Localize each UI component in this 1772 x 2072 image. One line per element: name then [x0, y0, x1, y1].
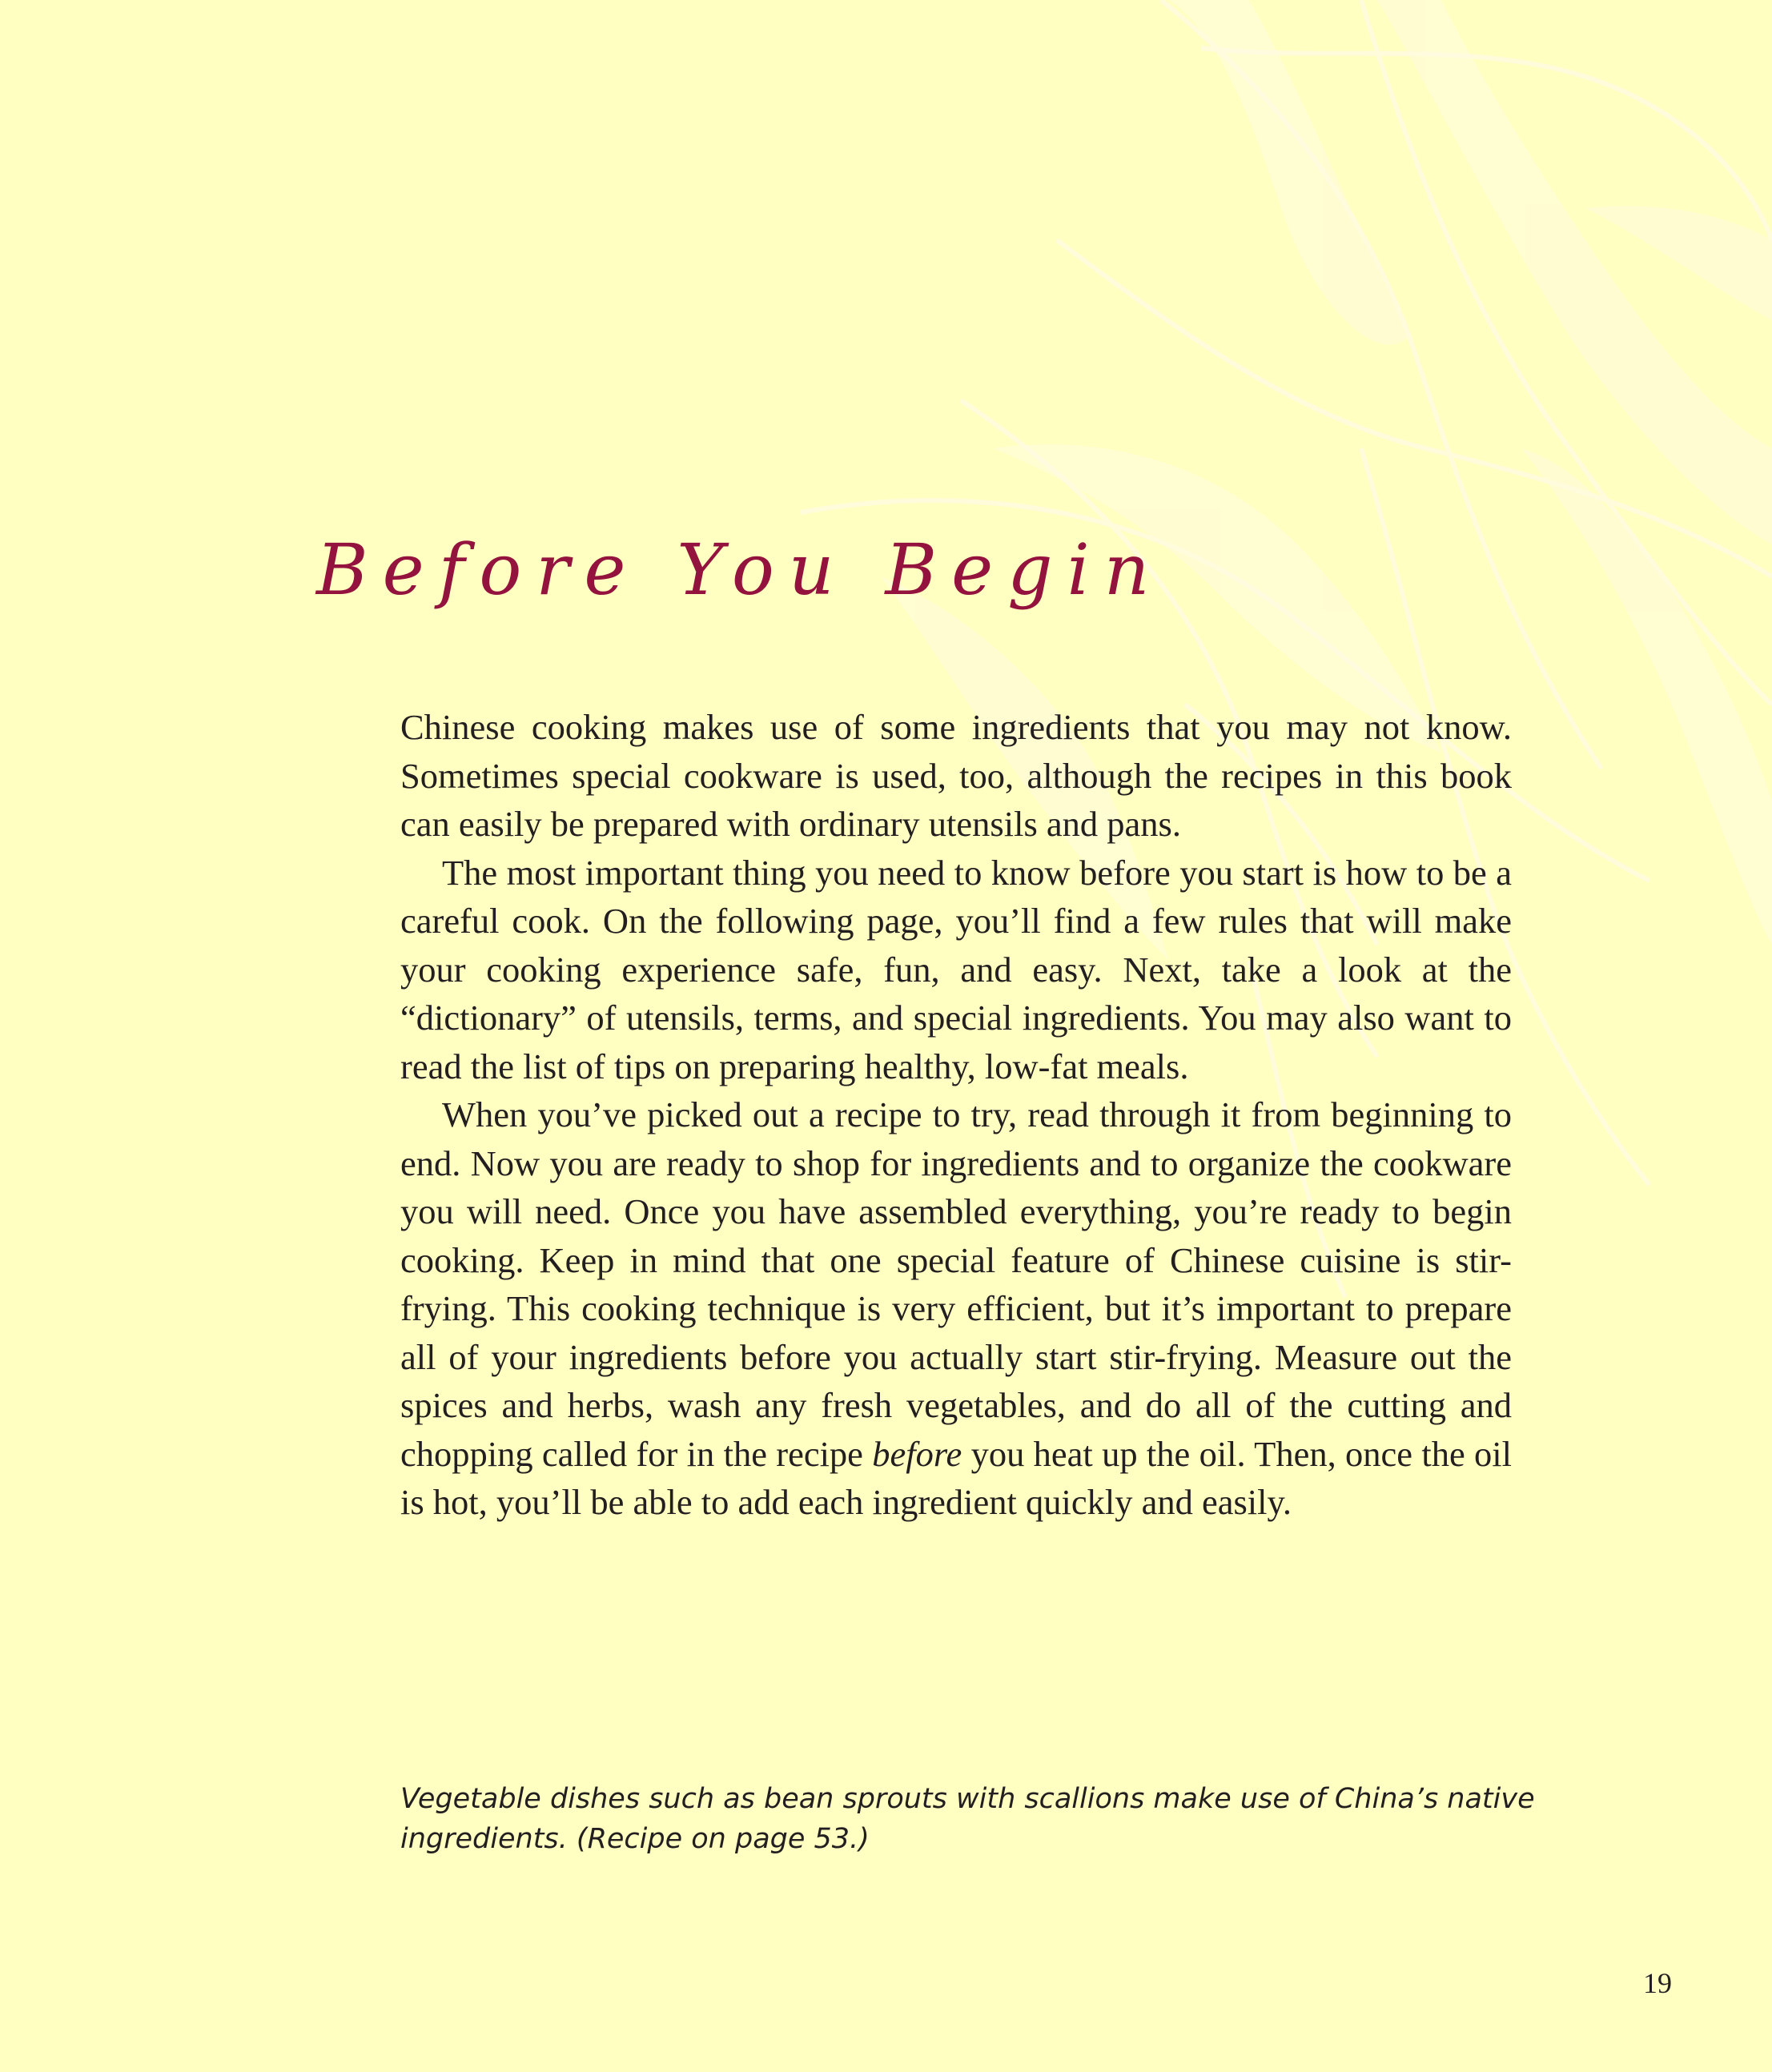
body-text [400, 703, 1512, 1527]
paragraph-3-text-end: you heat up the oil. Then, once the oil is hot, you’ll be able to add each ingredient quickly and easily. [400, 1433, 1512, 1522]
page-number: 19 [1643, 1967, 1672, 1999]
page-title: Before You Begin [316, 528, 1164, 611]
paragraph-3 [400, 1090, 1512, 1527]
paragraph-1: Chinese cooking makes use of some ingredients that you may not know. Sometimes special cookware is used, too, although the recipes in this book can easily be prepared with ordinary utensils and pans. [400, 707, 1512, 844]
photo-caption: Vegetable dishes such as bean sprouts with scallions make use of China’s native ingredients. (Recipe on page 53.) [400, 1783, 1535, 1855]
paragraph-3-text-start: When you’ve picked out a recipe to try, read through it from beginning to end. Now you are ready to shop for ingredients and to organize the cookware you will need. Once you have assembled everything, you’re ready to begin cooking. Keep in mind that one special feature of Chinese cuisine is stir-frying. This cooking technique is very efficient, but it’s important to prepare all of your ingredients before you actually start stir-frying. Measure out the spices and herbs, wash any fresh vegetables, and do all of the cutting and chopping called for in the recipe [400, 1094, 1512, 1474]
emphasis-before: before [872, 1433, 962, 1474]
paragraph-2: The most important thing you need to know before you start is how to be a careful cook. On the following page, you’ll find a few rules that will make your cooking experience safe, fun, and easy. Next, take a look at the “dictionary” of utensils, terms, and special ingredients. You may also want to read the list of tips on preparing healthy, low-fat meals. [400, 852, 1512, 1086]
